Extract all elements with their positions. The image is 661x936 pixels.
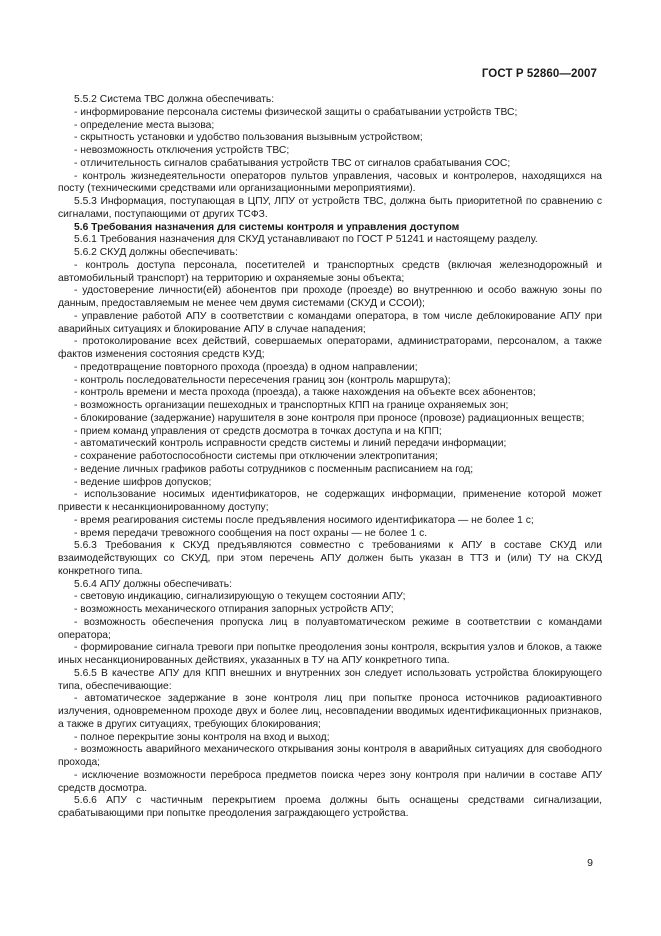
list-item: - блокирование (задержание) нарушителя в зоне контроля при проносе (провозе) радиационных веществ; [74, 412, 585, 424]
list-item: - сохранение работоспособности системы при отключении электропитания; [74, 451, 438, 462]
list-item: - информирование персонала системы физической защиты о срабатывании устройств ТВС; [74, 106, 518, 118]
document-body [58, 94, 602, 821]
list-item: - контроль жизнедеятельности операторов пультов управления, часовых и контролеров, находящихся на посту (техническими средствами или организационными мероприятиями). [58, 170, 602, 195]
list-item: - контроль последовательности пересечения границ зон (контроль маршрута); [74, 374, 451, 386]
list-item: - возможность обеспечения пропуска лиц в полуавтоматическом режиме в соответствии с командами оператора; [58, 616, 602, 641]
document-code-header: ГОСТ Р 52860—2007 [481, 68, 597, 80]
section-heading-5-6: 5.6 Требования назначения для системы контроля и управления доступом [74, 221, 460, 233]
paragraph-5-5-3: 5.5.3 Информация, поступающая в ЦПУ, ЛПУ от устройств ТВС, должна быть приоритетной по сравнению с сигналами, поступающими от других ТСФЗ. [58, 196, 602, 220]
list-item: - контроль времени и места прохода (проезда), а также нахождения на объекте всех абонентов; [74, 387, 536, 399]
list-item: - время передачи тревожного сообщения на пост охраны — не более 1 с. [74, 527, 428, 539]
list-item: - предотвращение повторного прохода (проезда) в одном направлении; [74, 361, 418, 373]
list-item: - световую индикацию, сигнализирующую о текущем состоянии АПУ; [74, 591, 406, 603]
list-item: - возможность аварийного механического открывания зоны контроля в аварийных ситуациях для свободного прохода; [58, 744, 602, 768]
paragraph-5-6-5: 5.6.5 В качестве АПУ для КПП внешних и внутренних зон следует использовать устройства блокирующего типа, обеспечивающие: [58, 667, 602, 692]
paragraph-5-6-6: 5.6.6 АПУ с частичным перекрытием проема должны быть оснащены средствами сигнализации, срабатывающими при попытке преодоления заграждающего устройства. [58, 795, 602, 819]
paragraph-5-6-2: 5.6.2 СКУД должны обеспечивать: [74, 247, 238, 258]
list-item: - невозможность отключения устройств ТВС; [74, 145, 290, 156]
list-item: - контроль доступа персонала, посетителей и транспортных средств (включая железнодорожный и автомобильный транспорт) на территорию и охраняемые зоны объекта; [58, 259, 602, 284]
paragraph-5-6-3: 5.6.3 Требования к СКУД предъявляются совместно с требованиями к АПУ в составе СКУД или взаимодействующих со СКУД, при этом перечень АПУ должен быть указан в ТТЗ и (или) ТУ на СКУД конкретного типа. [58, 540, 602, 577]
page-number: 9 [587, 857, 593, 869]
list-item: - скрытность установки и удобство пользования вызывным устройством; [74, 132, 423, 144]
list-item: - исключение возможности переброса предметов поиска через зону контроля при наличии в составе АПУ средств досмотра. [58, 769, 602, 794]
paragraph-5-6-4: 5.6.4 АПУ должны обеспечивать: [74, 578, 232, 590]
list-item: - использование носимых идентификаторов, не содержащих информации, применение которой может привести к несанкционированному доступу; [58, 489, 602, 513]
list-item: - прием команд управления от средств досмотра в точках доступа и на КПП; [74, 425, 442, 437]
list-item: - удостоверение личности(ей) абонентов при проходе (проезде) во внутреннюю и особо важную зоны по данным, предоставляемым не менее чем двумя системами (СКУД и ССОИ); [58, 285, 602, 309]
paragraph-5-6-1: 5.6.1 Требования назначения для СКУД устанавливают по ГОСТ Р 51241 и настоящему разделу. [74, 234, 538, 246]
list-item: - управление работой АПУ в соответствии с командами оператора, в том числе деблокирование АПУ при аварийных ситуациях и блокирование АПУ в случае нападения; [58, 310, 602, 335]
list-item: - автоматическое задержание в зоне контроля лиц при попытке проноса источников радиоактивного излучения, одновременном проходе двух и более лиц, несовпадении вводимых идентификационных признаков, а также в других ситуациях, требующих блокирования; [58, 693, 602, 730]
list-item: - возможность организации пешеходных и транспортных КПП на границе охраняемых зон; [74, 400, 509, 411]
list-item: - возможность механического отпирания запорных устройств АПУ; [74, 604, 394, 615]
list-item: - ведение шифров допусков; [74, 476, 212, 488]
list-item: - ведение личных графиков работы сотрудников с посменным расписанием на год; [74, 463, 474, 475]
paragraph-5-5-2: 5.5.2 Система ТВС должна обеспечивать: [74, 94, 275, 105]
list-item: - автоматический контроль исправности средств системы и линий передачи информации; [74, 438, 507, 450]
list-item: - время реагирования системы после предъявления носимого идентификатора — не более 1 с; [74, 514, 534, 526]
list-item: - полное перекрытие зоны контроля на вход и выход; [74, 731, 330, 743]
list-item: - определение места вызова; [74, 119, 215, 131]
list-item: - отличительность сигналов срабатывания устройств ТВС от сигналов срабатывания СОС; [74, 157, 511, 169]
list-item: - формирование сигнала тревоги при попытке преодоления зоны контроля, вскрытия узлов и блоков, а также иных несанкционированных действиях, указанных в ТУ на АПУ конкретного типа. [58, 642, 602, 666]
list-item: - протоколирование всех действий, совершаемых операторами, администраторами, персоналом, а также фактов изменения состояния средств КУД; [58, 336, 602, 360]
